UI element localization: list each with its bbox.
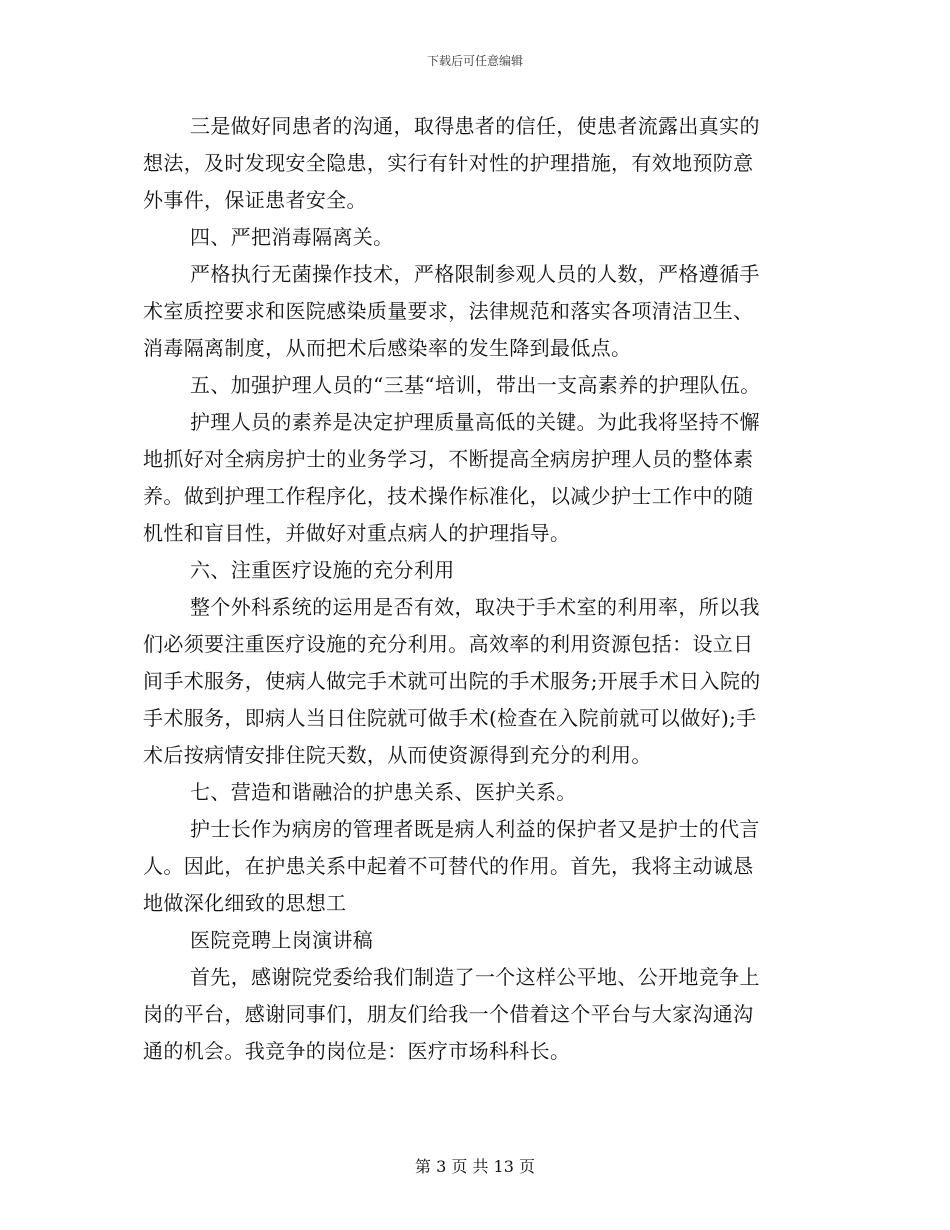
text-line: 五、加强护理人员的“三基“培训，带出一支高素养的护理队伍。 xyxy=(190,373,761,397)
document-body xyxy=(143,108,807,1070)
paragraph xyxy=(143,404,807,552)
section-heading xyxy=(143,219,807,256)
text-line: 护士长作为病房的管理者既是病人利益的保护者又是护士的代言 xyxy=(190,817,760,841)
text-line: 七、营造和谐融洽的护患关系、医护关系。 xyxy=(190,780,577,804)
text-line: 六、注重医疗设施的充分利用 xyxy=(190,558,455,582)
text-line: 通的机会。我竞争的岗位是：医疗市场科科长。 xyxy=(143,1039,571,1063)
text-line: 整个外科系统的运用是否有效，取决于手术室的利用率，所以我 xyxy=(190,595,760,619)
text-line: 们必须要注重医疗设施的充分利用。高效率的利用资源包括：设立日 xyxy=(143,632,754,656)
text-line: 首先，感谢院党委给我们制造了一个这样公平地、公开地竞争上 xyxy=(190,965,760,989)
page-number-footer: 第 3 页 共 13 页 xyxy=(415,1157,535,1176)
page-header-note: 下载后可任意编辑 xyxy=(426,54,523,68)
section-heading xyxy=(143,774,807,811)
paragraph xyxy=(143,959,807,1070)
text-line: 间手术服务，使病人做完手术就可出院的手术服务;开展手术日入院的 xyxy=(143,669,761,693)
text-line: 岗的平台，感谢同事们，朋友们给我一个借着这个平台与大家沟通沟 xyxy=(143,1002,754,1026)
text-line: 机性和盲目性，并做好对重点病人的护理指导。 xyxy=(143,521,571,545)
document-title xyxy=(143,922,807,959)
text-line: 术后按病情安排住院天数，从而使资源得到充分的利用。 xyxy=(143,743,652,767)
text-line: 外事件，保证患者安全。 xyxy=(143,188,367,212)
section-heading xyxy=(143,552,807,589)
text-line: 三是做好同患者的沟通，取得患者的信任，使患者流露出真实的 xyxy=(190,114,760,138)
text-line: 四、严把消毒隔离关。 xyxy=(190,225,394,249)
text-line: 术室质控要求和医院感染质量要求，法律规范和落实各项清洁卫生、 xyxy=(143,299,754,323)
paragraph xyxy=(143,256,807,367)
paragraph xyxy=(143,589,807,774)
paragraph xyxy=(143,811,807,922)
text-line: 想法，及时发现安全隐患，实行有针对性的护理措施，有效地预防意 xyxy=(143,151,754,175)
text-line: 地做深化细致的思想工 xyxy=(143,891,347,915)
text-line: 养。做到护理工作程序化，技术操作标准化，以减少护士工作中的随 xyxy=(143,484,754,508)
text-line: 消毒隔离制度，从而把术后感染率的发生降到最低点。 xyxy=(143,336,632,360)
text-line: 人。因此，在护患关系中起着不可替代的作用。首先，我将主动诚恳 xyxy=(143,854,754,878)
paragraph xyxy=(143,108,807,219)
section-heading xyxy=(143,367,807,404)
text-line: 医院竞聘上岗演讲稿 xyxy=(190,928,374,952)
text-line: 手术服务，即病人当日住院就可做手术(检查在入院前就可以做好);手 xyxy=(143,706,757,730)
text-line: 严格执行无菌操作技术，严格限制参观人员的人数，严格遵循手 xyxy=(190,262,760,286)
text-line: 护理人员的素养是决定护理质量高低的关键。为此我将坚持不懈 xyxy=(190,410,760,434)
text-line: 地抓好对全病房护士的业务学习，不断提高全病房护理人员的整体素 xyxy=(143,447,754,471)
